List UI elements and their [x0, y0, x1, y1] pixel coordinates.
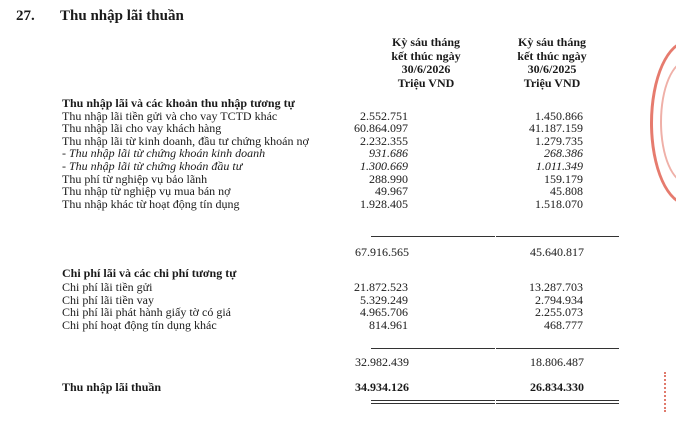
- value-2026: 1.928.405: [360, 196, 408, 211]
- section-title: Thu nhập lãi thuần: [60, 8, 184, 24]
- expense-section-title: Chi phí lãi và các chi phí tương tự: [62, 266, 237, 280]
- row-label: Thu nhập lãi cho vay khách hàng: [62, 121, 222, 136]
- row-label: Chi phí lãi tiền vay: [62, 292, 154, 307]
- net-interest-2025: 26.834.330: [530, 380, 584, 394]
- value-2026: 5.329.249: [360, 292, 408, 307]
- value-2025: 13.287.703: [529, 280, 583, 294]
- value-2025: 159.179: [544, 171, 583, 186]
- income-total-2026: 67.916.565: [355, 245, 409, 259]
- table-row: [62, 160, 622, 173]
- value-2026: 2.552.751: [360, 108, 408, 123]
- column-header-line: 30/6/2026: [401, 62, 451, 76]
- value-2026: 931.686: [369, 146, 408, 161]
- row-label: Chi phí hoạt động tín dụng khác: [62, 317, 217, 332]
- net-double-rule-2025-b: [496, 403, 619, 404]
- row-label: Thu nhập lãi tiền gửi và cho vay TCTD khác: [62, 108, 278, 123]
- value-2025: 2.255.073: [535, 305, 583, 320]
- row-label: Chi phí lãi tiền gửi: [62, 280, 153, 294]
- column-header-2026: [371, 36, 481, 90]
- value-2026: 288.990: [369, 171, 408, 186]
- value-2026: 2.232.355: [360, 133, 408, 148]
- column-header-2025: [497, 36, 607, 90]
- expense-total-2026: 32.982.439: [355, 355, 409, 369]
- value-2025: 45.808: [550, 184, 583, 199]
- value-2025: 1.011.349: [535, 158, 583, 173]
- value-2025: 2.794.934: [535, 292, 583, 307]
- table-row: [62, 281, 622, 294]
- income-total-rule-2025: [496, 236, 619, 237]
- expense-rows: [62, 281, 622, 331]
- value-2026: 21.872.523: [354, 280, 408, 294]
- net-interest-2026: 34.934.126: [355, 380, 409, 394]
- row-label: Thu nhập từ nghiệp vụ mua bán nợ: [62, 184, 231, 199]
- value-2025: 268.386: [544, 146, 583, 161]
- net-double-rule-2025-a: [496, 400, 619, 401]
- value-2025: 41.187.159: [529, 121, 583, 136]
- income-total-rule-2026: [371, 236, 495, 237]
- income-rows: [62, 97, 622, 210]
- value-2025: 1.450.866: [535, 108, 583, 123]
- column-header-line: kết thúc ngày: [391, 48, 461, 63]
- value-2026: 60.864.097: [354, 121, 408, 136]
- income-total-2025: 45.640.817: [530, 245, 584, 259]
- column-header-line: 30/6/2025: [527, 62, 577, 76]
- value-2025: 468.777: [544, 317, 583, 332]
- row-label: - Thu nhập lãi từ chứng khoán đầu tư: [62, 158, 243, 173]
- red-margin-mark: [664, 372, 674, 412]
- table-row: [62, 198, 622, 211]
- net-double-rule-2026-a: [371, 400, 495, 401]
- table-row: [62, 185, 622, 198]
- column-header-line: kết thúc ngày: [517, 48, 587, 63]
- row-label: Thu phí từ nghiệp vụ bảo lãnh: [62, 171, 208, 186]
- value-2026: 814.961: [369, 317, 408, 332]
- row-label: Thu nhập lãi từ kinh doanh, đầu tư chứng khoán nợ: [62, 133, 309, 148]
- column-header-line: Triệu VND: [397, 75, 455, 90]
- income-section-title: Thu nhập lãi và các khoản thu nhập tương tự: [62, 96, 295, 110]
- value-2025: 1.518.070: [535, 196, 583, 211]
- row-label: Chi phí lãi phát hành giấy tờ có giá: [62, 305, 231, 320]
- value-2026: 1.300.669: [360, 158, 408, 173]
- value-2026: 49.967: [375, 184, 408, 199]
- section-number: 27.: [16, 8, 35, 24]
- expense-total-2025: 18.806.487: [530, 355, 584, 369]
- income-section-title-row: [62, 97, 622, 110]
- column-header-line: Kỳ sáu tháng: [391, 35, 461, 49]
- column-header-line: Kỳ sáu tháng: [517, 35, 587, 49]
- column-header-line: Triệu VND: [523, 75, 581, 90]
- expense-total-rule-2025: [496, 348, 619, 349]
- net-double-rule-2026-b: [371, 403, 495, 404]
- row-label: - Thu nhập lãi từ chứng khoán kinh doanh: [62, 146, 266, 161]
- value-2026: 4.965.706: [360, 305, 408, 320]
- table-row: [62, 122, 622, 135]
- table-row: [62, 319, 622, 332]
- table-row: [62, 306, 622, 319]
- row-label: Thu nhập khác từ hoạt động tín dụng: [62, 196, 240, 211]
- value-2025: 1.279.735: [535, 133, 583, 148]
- net-interest-label: Thu nhập lãi thuần: [62, 380, 162, 394]
- expense-total-rule-2026: [371, 348, 495, 349]
